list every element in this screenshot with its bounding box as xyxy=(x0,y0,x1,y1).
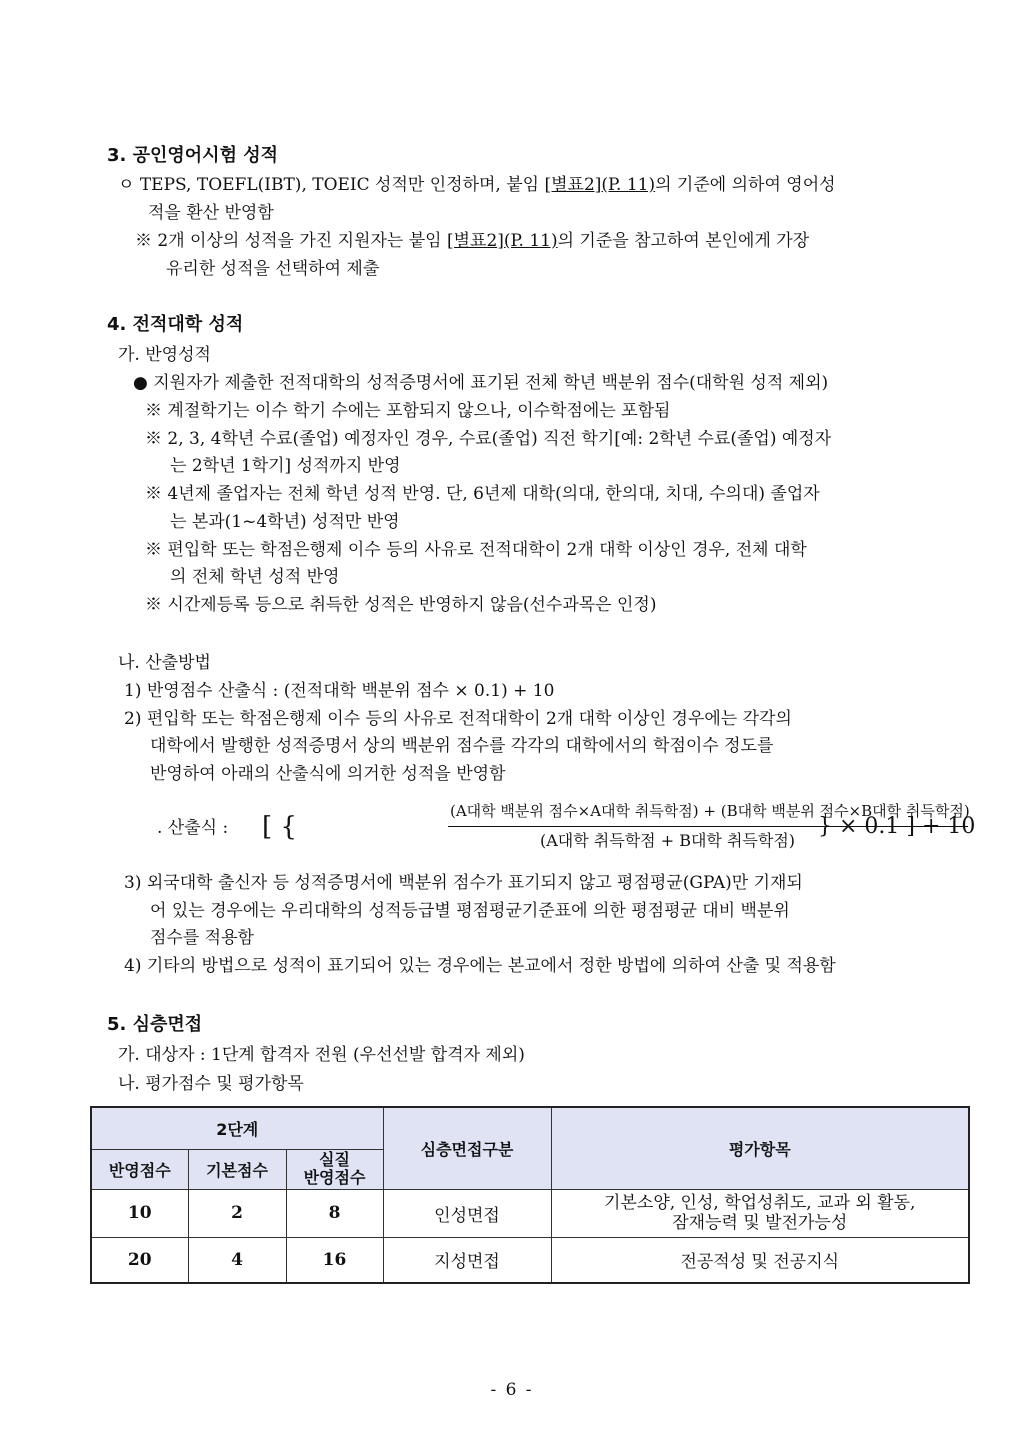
header-base-score: 기본점수 xyxy=(188,1149,286,1189)
method-3-cont1: 어 있는 경우에는 우리대학의 성적등급별 평점평균기준표에 의한 평점평균 대비 백분위 xyxy=(150,901,790,921)
header-reflect-score: 반영점수 xyxy=(91,1149,188,1189)
section3-line1 xyxy=(118,172,836,198)
interview-table xyxy=(90,1106,970,1284)
header-eval-items: 평가항목 xyxy=(551,1107,969,1189)
formula-close: } × 0.1 ] + 10 xyxy=(818,814,976,839)
section4-note1: ※ 계절학기는 이수 학기 수에는 포함되지 않으나, 이수학점에는 포함됨 xyxy=(145,401,671,421)
cell-base: 4 xyxy=(188,1237,286,1283)
section5-na: 나. 평가점수 및 평가항목 xyxy=(118,1074,304,1094)
formula-label: . 산출식 : xyxy=(157,818,229,838)
method-3-cont2: 점수를 적용함 xyxy=(150,928,254,948)
cell-actual: 16 xyxy=(286,1237,383,1283)
method-1: 1) 반영점수 산출식 : (전적대학 백분위 점수 × 0.1) + 10 xyxy=(124,681,555,701)
method-3: 3) 외국대학 출신자 등 성적증명서에 백분위 점수가 표기되지 않고 평점평균(GPA)만 기재되 xyxy=(124,873,803,893)
section3-line2: 적을 환산 반영함 xyxy=(148,203,274,223)
cell-items: 기본소양, 인성, 학업성취도, 교과 외 활동, 잠재능력 및 발전가능성 xyxy=(551,1189,969,1237)
appendix-ref-link[interactable]: [별표2](P. 11) xyxy=(544,175,656,195)
cell-type: 인성면접 xyxy=(383,1189,551,1237)
header-actual-score: 실질 반영점수 xyxy=(286,1149,383,1189)
section3-line1-tail: 의 기준에 의하여 영어성 xyxy=(655,175,836,195)
cell-base: 2 xyxy=(188,1189,286,1237)
section4-ga: 가. 반영성적 xyxy=(118,345,211,365)
cell-actual: 8 xyxy=(286,1189,383,1237)
formula-numerator: (A대학 백분위 점수×A대학 취득학점) + (B대학 백분위 점수×B대학 취득학점) xyxy=(450,802,970,820)
section4-note3: ※ 4년제 졸업자는 전체 학년 성적 반영. 단, 6년제 대학(의대, 한의대, 치대, 수의대) 졸업자 xyxy=(145,484,820,504)
section5-ga: 가. 대상자 : 1단계 합격자 전원 (우선선발 합격자 제외) xyxy=(118,1045,525,1065)
section3-note-tail: 의 기준을 참고하여 본인에게 가장 xyxy=(557,231,810,251)
table-row xyxy=(91,1237,969,1283)
section3-note-cont: 유리한 성적을 선택하여 제출 xyxy=(166,259,380,279)
section4-note2: ※ 2, 3, 4학년 수료(졸업) 예정자인 경우, 수료(졸업) 직전 학기[예: 2학년 수료(졸업) 예정자 xyxy=(145,429,832,449)
section3-heading: 3. 공인영어시험 성적 xyxy=(107,145,278,166)
section4-bullet: ● 지원자가 제출한 전적대학의 성적증명서에 표기된 전체 학년 백분위 점수(대학원 성적 제외) xyxy=(133,373,829,393)
table-row xyxy=(91,1189,969,1237)
formula-open-bracket: [ { xyxy=(262,812,297,842)
method-2: 2) 편입학 또는 학점은행제 이수 등의 사유로 전적대학이 2개 대학 이상인 경우에는 각각의 xyxy=(124,709,792,729)
section4-note4-cont: 의 전체 학년 성적 반영 xyxy=(170,567,340,587)
appendix-ref-link-2[interactable]: [별표2](P. 11) xyxy=(446,231,558,251)
section5-heading: 5. 심층면접 xyxy=(107,1014,203,1035)
section4-note3-cont: 는 본과(1~4학년) 성적만 반영 xyxy=(170,512,400,532)
method-2-cont2: 반영하여 아래의 산출식에 의거한 성적을 반영함 xyxy=(150,764,506,784)
method-2-cont1: 대학에서 발행한 성적증명서 상의 백분위 점수를 각각의 대학에서의 학점이수 정도를 xyxy=(150,736,774,756)
section3-line1-text: ㅇ TEPS, TOEFL(IBT), TOEIC 성적만 인정하며, 붙임 xyxy=(118,175,545,195)
cell-items: 전공적성 및 전공지식 xyxy=(551,1237,969,1283)
cell-type: 지성면접 xyxy=(383,1237,551,1283)
section4-na: 나. 산출방법 xyxy=(118,653,211,673)
cell-reflect: 20 xyxy=(91,1237,188,1283)
header-stage: 2단계 xyxy=(91,1107,383,1149)
formula xyxy=(155,800,975,860)
formula-denominator: (A대학 취득학점 + B대학 취득학점) xyxy=(540,831,796,850)
cell-reflect: 10 xyxy=(91,1189,188,1237)
section4-note5: ※ 시간제등록 등으로 취득한 성적은 반영하지 않음(선수과목은 인정) xyxy=(145,595,657,615)
section4-note2-cont: 는 2학년 1학기] 성적까지 반영 xyxy=(170,456,401,476)
header-interview-type: 심층면접구분 xyxy=(383,1107,551,1189)
section4-note4: ※ 편입학 또는 학점은행제 이수 등의 사유로 전적대학이 2개 대학 이상인 경우, 전체 대학 xyxy=(145,540,807,560)
page-number: - 6 - xyxy=(490,1380,534,1400)
section3-note xyxy=(135,228,809,254)
method-4: 4) 기타의 방법으로 성적이 표기되어 있는 경우에는 본교에서 정한 방법에 의하여 산출 및 적용함 xyxy=(124,956,836,976)
section4-heading: 4. 전적대학 성적 xyxy=(107,314,244,335)
section3-note-text: ※ 2개 이상의 성적을 가진 지원자는 붙임 xyxy=(135,231,447,251)
